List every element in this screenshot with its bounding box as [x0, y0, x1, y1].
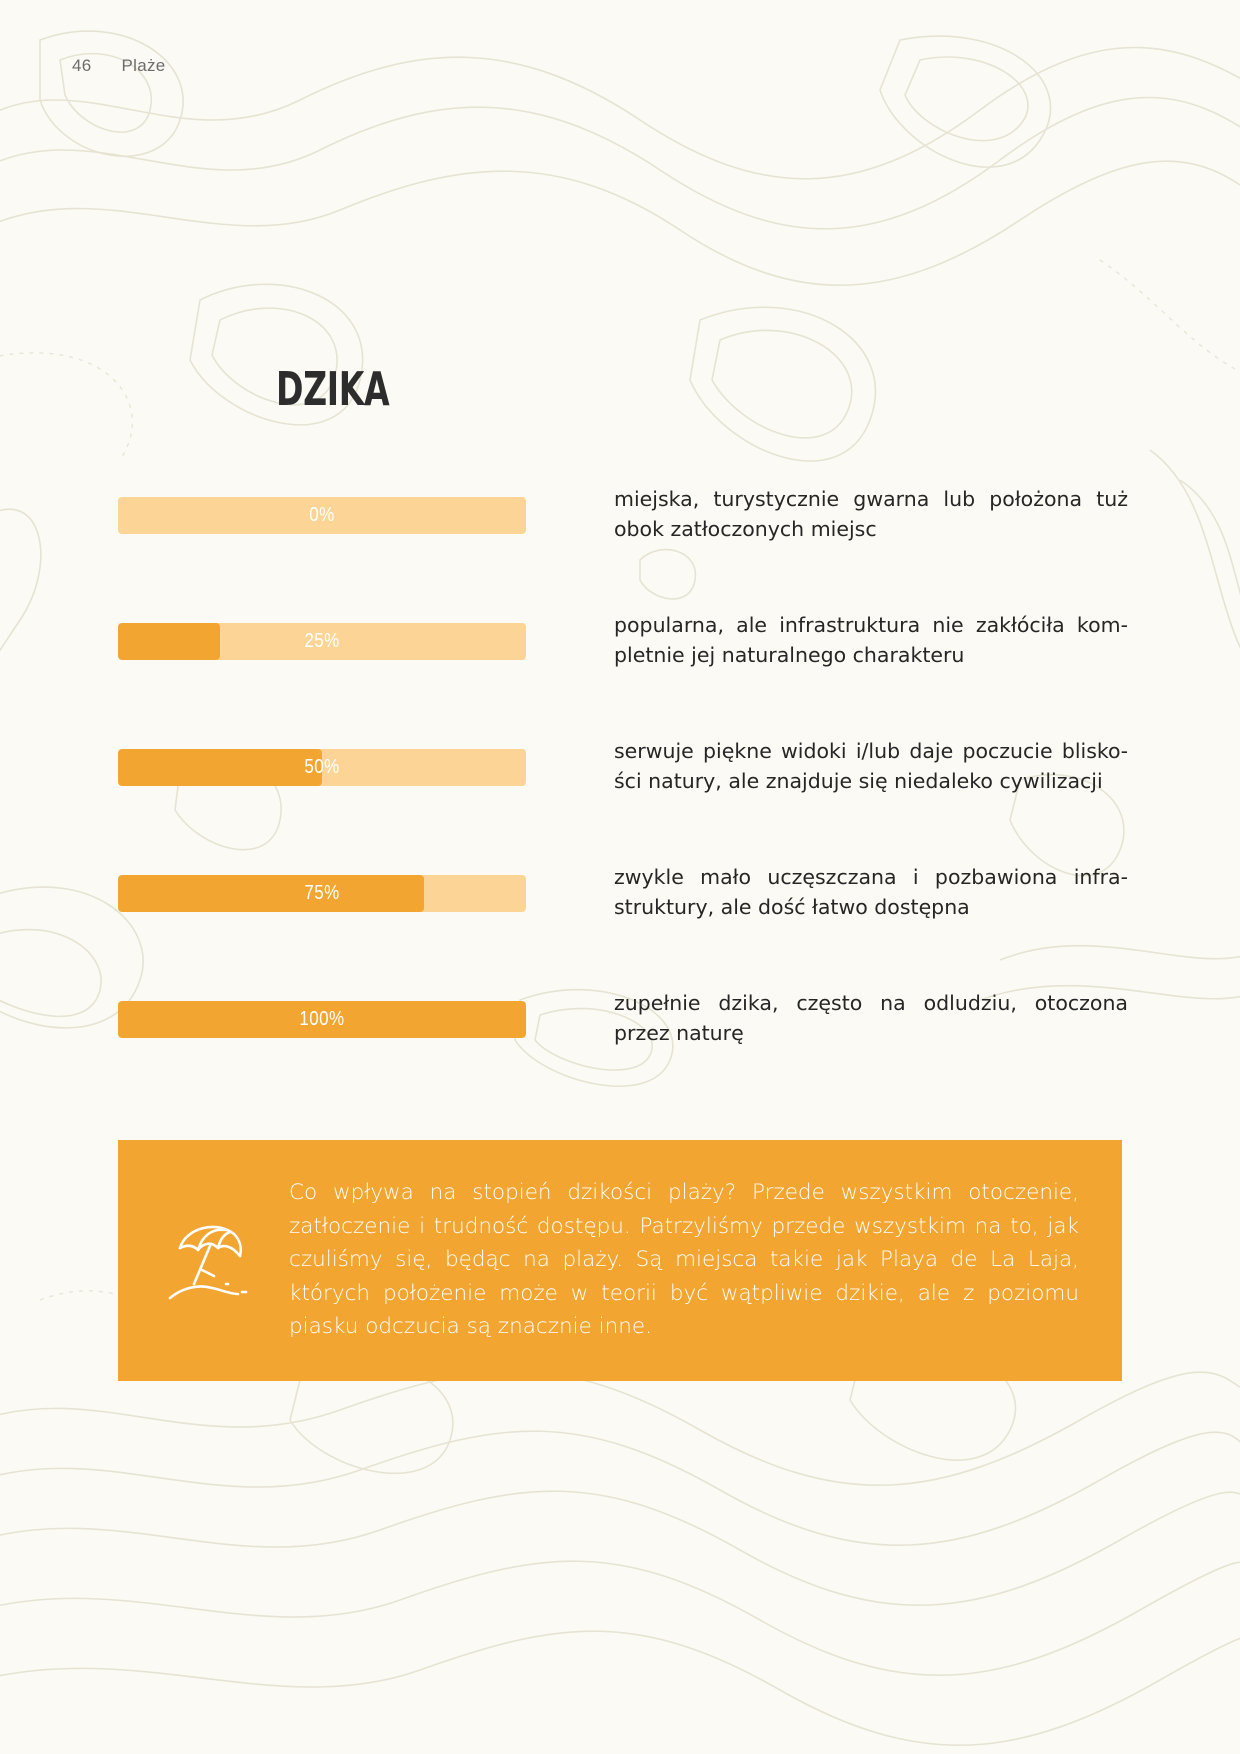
- page-number: 46: [72, 56, 92, 75]
- page-header: [72, 56, 166, 76]
- progress-bar: [118, 623, 526, 660]
- progress-bar-label: 50%: [304, 756, 340, 778]
- progress-bar: [118, 749, 526, 786]
- scale-description: zwykle mało uczęszczana i pozbawiona infrastruktury, ale dość łatwo dostępna: [614, 865, 1128, 919]
- scale-row: [118, 848, 1128, 948]
- scale-row: [118, 722, 1128, 822]
- page-title: DZIKA: [276, 362, 390, 416]
- info-box-text: Co wpływa na stopień dzikości plaży? Przede wszystkim otoczenie, zatłoczenie i trudność dostępu. Patrzyliśmy przede wszystkim na to, jak czuliśmy się, będąc na plaży. Są miejsca takie jak Playa de La Laja, których położenie może w teorii być wątpliwie dzikie, ale z poziomu piasku odczucia są znacznie inne.: [289, 1180, 1079, 1339]
- scale-description: miejska, turystycznie gwarna lub położona tuż obok zatłoczonych miejsc: [614, 487, 1128, 541]
- progress-bar-label: 100%: [299, 1008, 345, 1030]
- section-name: Plaże: [121, 56, 166, 75]
- scale-description: popularna, ale infrastruktura nie zakłóciła kompletnie jej naturalnego charakteru: [614, 613, 1128, 667]
- progress-bar-label: 75%: [304, 882, 340, 904]
- progress-bar: [118, 497, 526, 534]
- info-box: [118, 1140, 1122, 1381]
- progress-bar-label: 25%: [304, 630, 340, 652]
- scale-description: zupełnie dzika, często na odludziu, otoczona przez naturę: [614, 991, 1128, 1045]
- progress-bar: [118, 1001, 526, 1038]
- scale-row: [118, 596, 1128, 696]
- beach-umbrella-icon: [168, 1218, 250, 1304]
- progress-bar-label: 0%: [309, 504, 335, 526]
- scale-row: [118, 974, 1128, 1074]
- scale-description: serwuje piękne widoki i/lub daje poczucie bliskości natury, ale znajduje się niedaleko cywilizacji: [614, 739, 1128, 793]
- progress-bar: [118, 875, 526, 912]
- scale-row: [118, 470, 1128, 570]
